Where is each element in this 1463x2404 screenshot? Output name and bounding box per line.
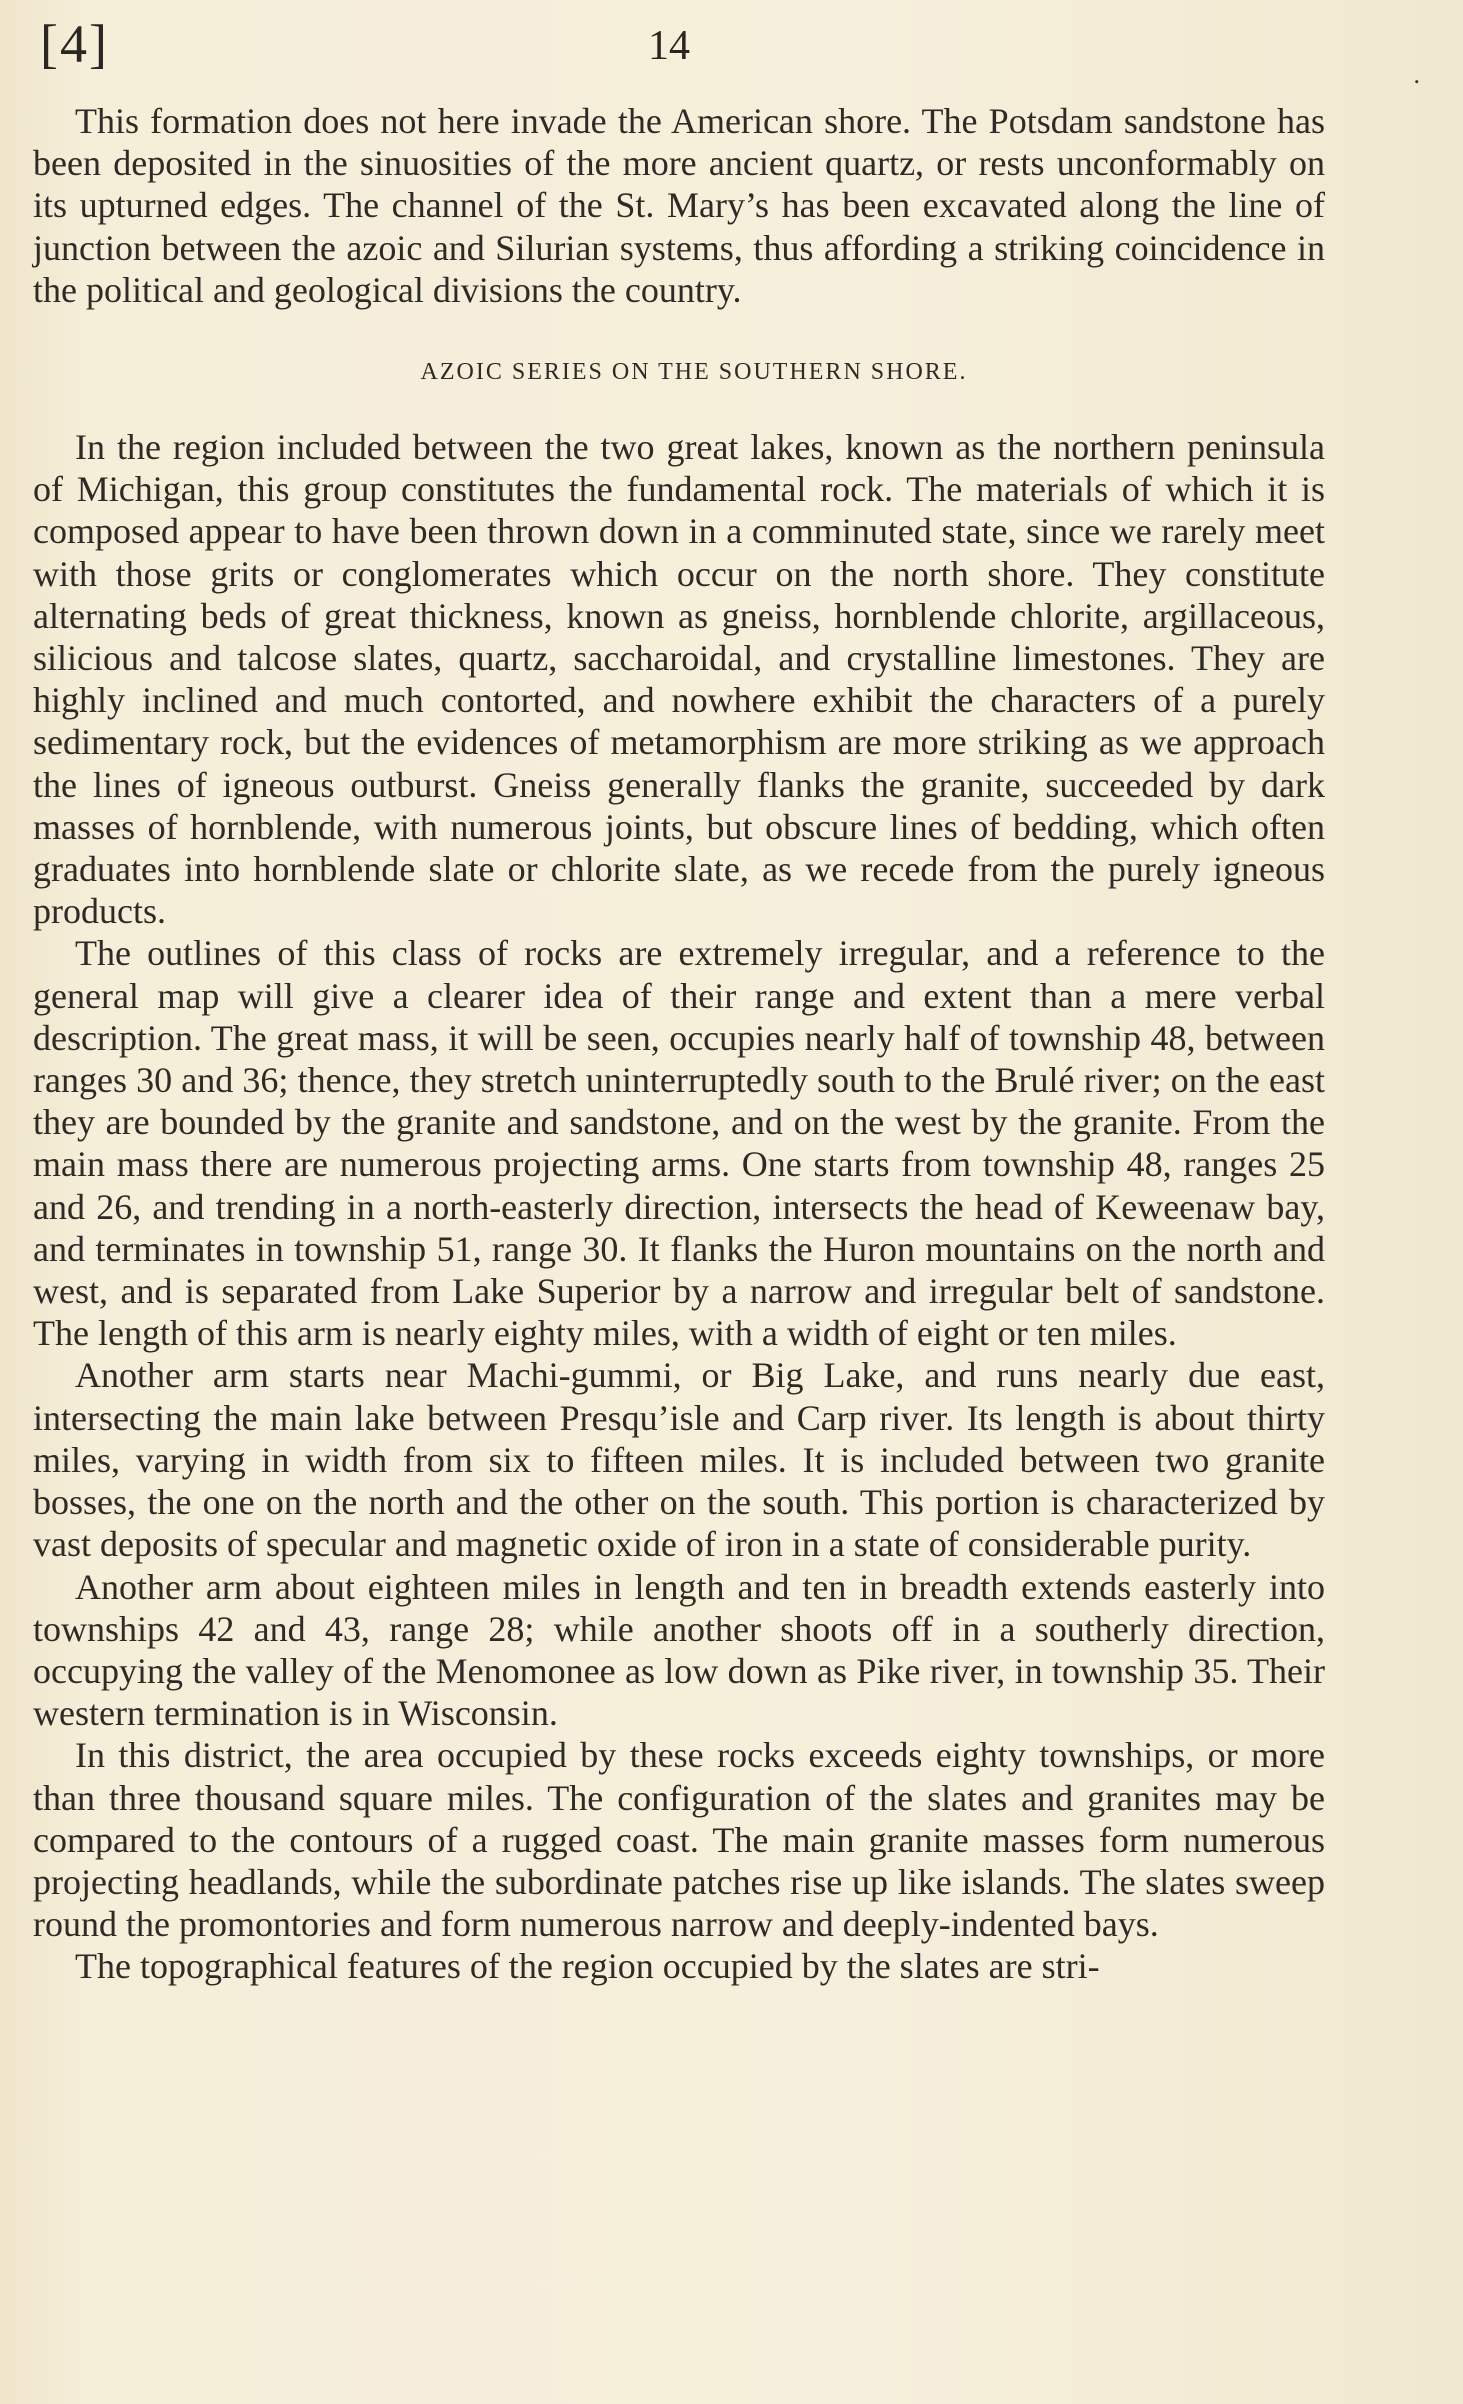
paragraph: In the region included between the two great lakes, known as the northern peninsula of Michigan, this group constitutes the fundamental rock. The materials of which it is composed appear to have been thrown down in a comminuted state, since we rarely meet with those grits or conglomerates which occur on the north shore. They constitute alternating beds of great thickness, known as gneiss, hornblende chlorite, argillaceous, silicious and talcose slates, quartz, saccharoidal, and crystalline limestones. They are highly inclined and much contorted, and nowhere exhibit the characters of a purely sedimentary rock, but the evidences of metamorphism are more striking as we approach the lines of igneous outburst. Gneiss generally flanks the granite, succeeded by dark masses of hornblende, with numerous joints, but obscure lines of bedding, which often graduates into hornblende slate or chlorite slate, as we recede from the purely igneous products.	[33, 427, 1325, 932]
paragraph: The topographical features of the region occupied by the slates are stri-	[75, 1946, 1100, 1987]
section-heading: AZOIC SERIES ON THE SOUTHERN SHORE.	[420, 359, 968, 386]
edge-mark: .	[1413, 60, 1420, 89]
page-body	[33, 100, 1325, 1988]
paragraph: Another arm about eighteen miles in length and ten in breadth extends easterly into townships 42 and 43, range 28; while another shoots off in a southerly direction, occupying the valley of the Menomonee as low down as Pike river, in township 35. Their western termination is in Wisconsin.	[33, 1566, 1325, 1734]
paragraph: This formation does not here invade the American shore. The Potsdam sandstone has been deposited in the sinuosities of the more ancient quartz, or rests unconformably on its upturned edges. The channel of the St. Mary’s has been excavated along the line of junction between the azoic and Silurian systems, thus affording a striking coincidence in the political and geological divisions the country.	[33, 101, 1325, 310]
page-number: 14	[648, 23, 690, 69]
paragraph: The outlines of this class of rocks are extremely irregular, and a reference to the general map will give a clearer idea of their range and extent than a mere verbal description. The great mass, it will be seen, occupies nearly half of township 48, between ranges 30 and 36; thence, they stretch uninterruptedly south to the Brulé river; on the east they are bounded by the granite and sandstone, and on the west by the granite. From the main mass there are numerous projecting arms. One starts from township 48, ranges 25 and 26, and trending in a north-easterly direction, intersects the head of Keweenaw bay, and terminates in township 51, range 30. It flanks the Huron mountains on the north and west, and is separated from Lake Superior by a narrow and irregular belt of sandstone. The length of this arm is nearly eighty miles, with a width of eight or ten miles.	[33, 933, 1325, 1354]
paragraph: Another arm starts near Machi-gummi, or Big Lake, and runs nearly due east, intersecting the main lake between Presqu’isle and Carp river. Its length is about thirty miles, varying in width from six to fifteen miles. It is included between two granite bosses, the one on the north and the other on the south. This portion is characterized by vast deposits of specular and magnetic oxide of iron in a state of considerable purity.	[33, 1355, 1325, 1565]
paragraph: In this district, the area occupied by these rocks exceeds eighty townships, or more than three thousand square miles. The configuration of the slates and granites may be compared to the contours of a rugged coast. The main granite masses form numerous projecting headlands, while the subordinate patches rise up like islands. The slates sweep round the promontories and form numerous narrow and deeply-indented bays.	[33, 1735, 1325, 1945]
document-number: [4]	[40, 14, 109, 74]
page-header	[40, 14, 1420, 89]
